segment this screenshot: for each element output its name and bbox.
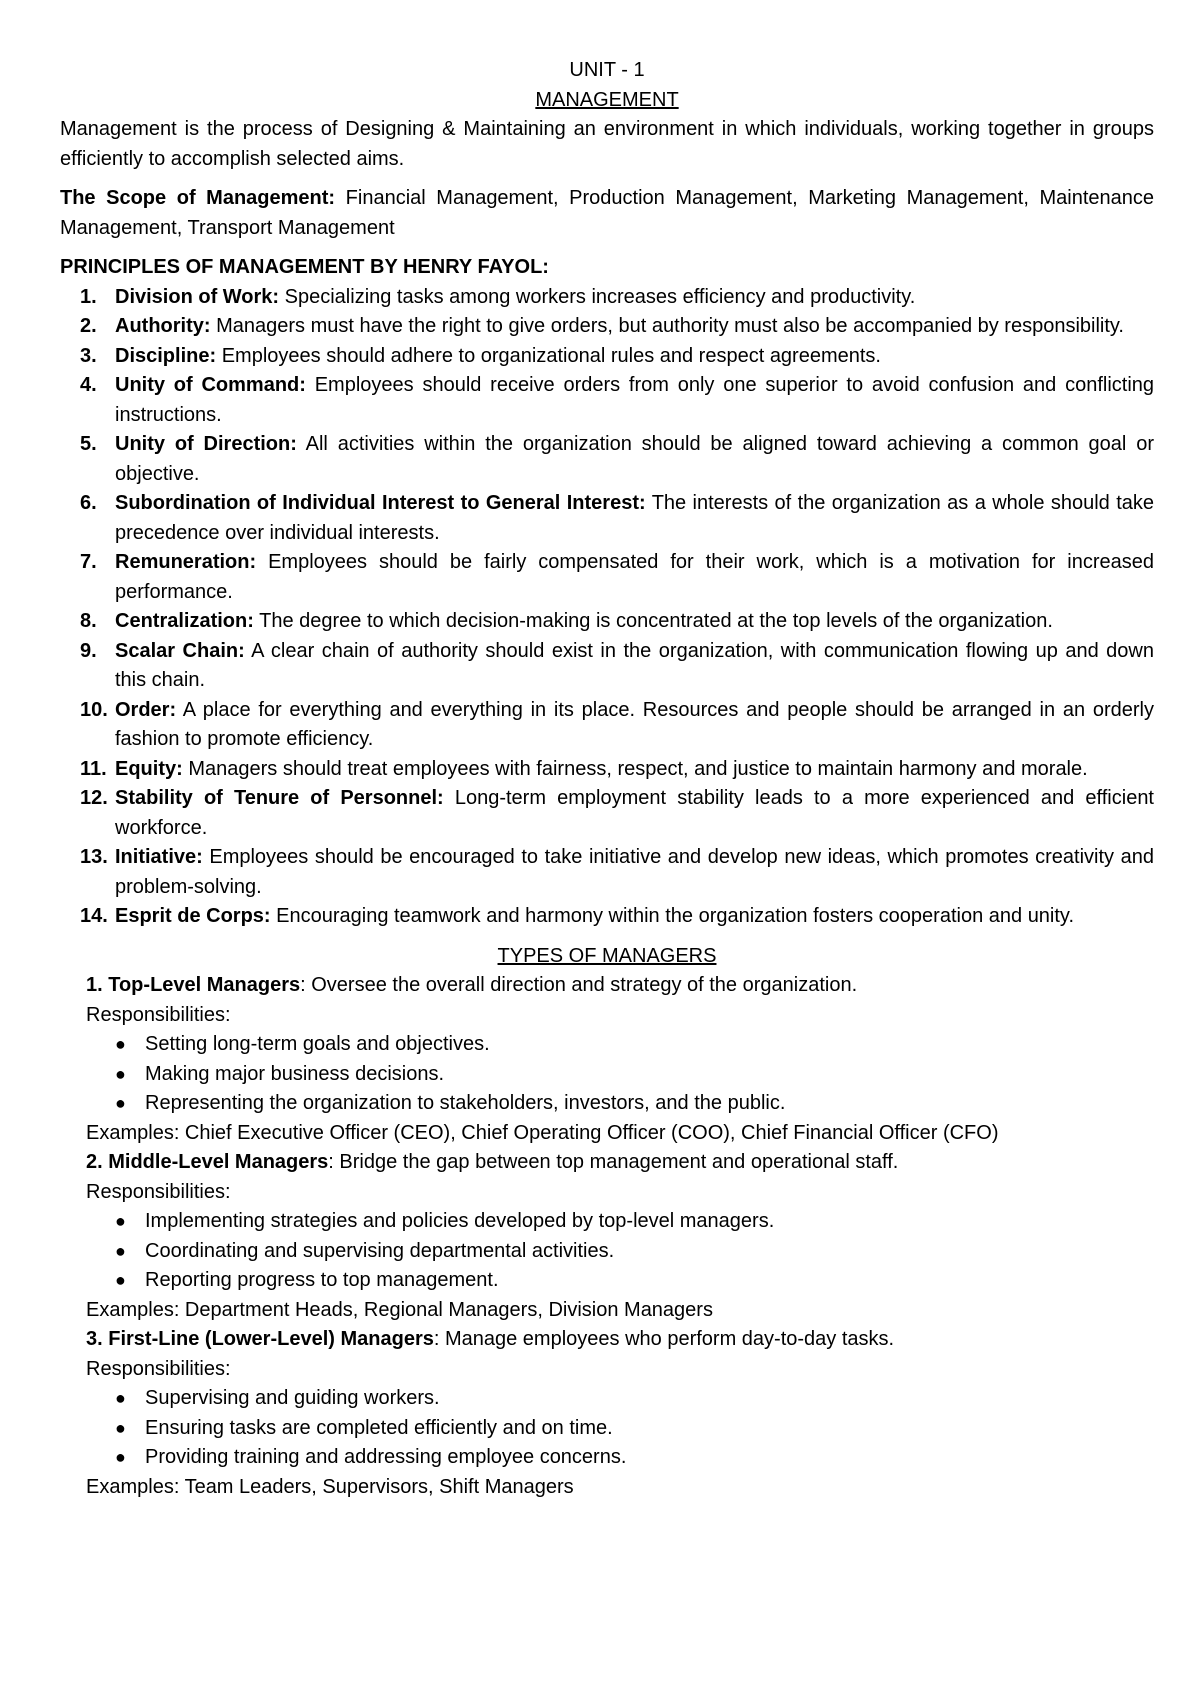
unit-title: UNIT - 1 [569, 59, 645, 81]
principle-text: Encouraging teamwork and harmony within the organization fosters cooperation and unity. [270, 905, 1075, 927]
principle-text: Long-term employment stability leads to a more experienced and efficient workforce. [115, 787, 1154, 839]
list-item [86, 1060, 1154, 1090]
scope-label: The Scope of Management: [60, 187, 336, 209]
principle-term: Discipline: [115, 344, 217, 367]
principle-term: Order: [115, 698, 177, 721]
bullet-icon: ● [115, 1034, 126, 1054]
scope-paragraph [60, 184, 1154, 243]
responsibilities-label: Responsibilities: [86, 1003, 231, 1026]
responsibilities-list [86, 1384, 1154, 1473]
principle-term: Initiative: [115, 846, 203, 868]
principle-term: Authority: [115, 315, 211, 337]
examples-text: Examples: Chief Executive Officer (CEO), Chief Operating Officer (COO), Chief Financial Officer (CFO) [86, 1121, 999, 1144]
list-item [86, 1443, 1154, 1473]
principle-number: 9. [80, 639, 97, 662]
principle-text: Managers should treat employees with fairness, respect, and justice to maintain harmony and morale. [182, 757, 1088, 780]
manager-type-heading [86, 1325, 1154, 1355]
types-section [60, 971, 1154, 1502]
principles-heading: PRINCIPLES OF MANAGEMENT BY HENRY FAYOL: [60, 256, 549, 278]
document-page [60, 56, 1154, 1502]
examples-text: Examples: Team Leaders, Supervisors, Shift Managers [86, 1475, 574, 1498]
responsibility-text: Coordinating and supervising departmental activities. [145, 1239, 615, 1262]
bullet-icon: ● [115, 1093, 126, 1113]
principle-number: 5. [80, 433, 97, 455]
responsibility-text: Setting long-term goals and objectives. [145, 1033, 490, 1055]
bullet-icon: ● [115, 1388, 126, 1408]
principle-number: 4. [80, 374, 97, 396]
bullet-icon: ● [115, 1447, 126, 1467]
principle-item [60, 489, 1154, 548]
responsibilities-list [86, 1207, 1154, 1296]
principle-term: Esprit de Corps: [115, 905, 271, 927]
principle-item [60, 548, 1154, 607]
bullet-icon: ● [115, 1063, 126, 1084]
manager-type-description: : Manage employees who perform day-to-day tasks. [433, 1328, 895, 1350]
management-definition: Management is the process of Designing & Maintaining an environment in which individuals, working together in groups efficiently to accomplish selected aims. [60, 118, 1154, 170]
bullet-icon: ● [115, 1211, 126, 1231]
principle-item [60, 637, 1154, 696]
responsibility-text: Supervising and guiding workers. [145, 1387, 440, 1409]
principle-text: Specializing tasks among workers increases efficiency and productivity. [279, 285, 916, 308]
responsibilities-label: Responsibilities: [86, 1357, 231, 1380]
principle-number: 6. [80, 492, 97, 514]
principle-text: The degree to which decision-making is concentrated at the top levels of the organization. [253, 610, 1053, 632]
responsibilities-list [86, 1030, 1154, 1119]
list-item [86, 1207, 1154, 1237]
principle-number: 2. [80, 315, 97, 337]
list-item [86, 1089, 1154, 1119]
principle-text: A clear chain of authority should exist in the organization, with communication flowing up and down this chain. [115, 639, 1154, 691]
principle-item [60, 784, 1154, 843]
principle-number: 12. [80, 787, 108, 809]
principle-number: 7. [80, 551, 97, 573]
principle-term: Subordination of Individual Interest to General Interest: [115, 492, 646, 514]
principles-list [60, 283, 1154, 932]
list-item [86, 1237, 1154, 1267]
principle-item [60, 371, 1154, 430]
principle-number: 14. [80, 905, 108, 927]
principle-text: Managers must have the right to give orders, but authority must also be accompanied by responsibility. [210, 315, 1124, 337]
bullet-icon: ● [115, 1270, 126, 1290]
manager-type-title: 1. Top-Level Managers [86, 974, 301, 996]
principle-item [60, 430, 1154, 489]
principle-item [60, 755, 1154, 785]
responsibility-text: Ensuring tasks are completed efficiently and on time. [145, 1416, 613, 1439]
principle-number: 8. [80, 610, 97, 632]
manager-type-description: : Oversee the overall direction and strategy of the organization. [300, 974, 858, 996]
manager-type-title: 3. First-Line (Lower-Level) Managers [86, 1328, 434, 1350]
principle-term: Equity: [115, 757, 183, 780]
examples-text: Examples: Department Heads, Regional Managers, Division Managers [86, 1298, 713, 1321]
principle-text: Employees should receive orders from only one superior to avoid confusion and conflicting instructions. [115, 374, 1155, 426]
principle-number: 11. [80, 757, 107, 780]
principle-term: Unity of Command: [115, 374, 306, 396]
principle-text: Employees should adhere to organizational rules and respect agreements. [216, 344, 881, 367]
principle-term: Remuneration: [115, 551, 257, 573]
principle-number: 1. [80, 285, 97, 308]
manager-type-heading [86, 1148, 1154, 1178]
principle-text: A place for everything and everything in its place. Resources and people should be arranged in an orderly fashion to promote efficiency. [115, 698, 1154, 750]
principle-number: 3. [80, 344, 97, 367]
principle-item [60, 843, 1154, 902]
principle-text: Employees should be encouraged to take initiative and develop new ideas, which promotes creativity and problem-solving. [115, 846, 1154, 898]
principle-item [60, 696, 1154, 755]
types-heading: TYPES OF MANAGERS [497, 944, 717, 967]
principle-term: Unity of Direction: [115, 433, 297, 455]
principle-text: All activities within the organization should be aligned toward achieving a common goal or objective. [115, 433, 1154, 485]
principle-item [60, 312, 1154, 342]
list-item [86, 1030, 1154, 1060]
list-item [86, 1384, 1154, 1414]
responsibility-text: Reporting progress to top management. [145, 1269, 499, 1291]
principle-term: Centralization: [115, 610, 254, 632]
responsibility-text: Implementing strategies and policies developed by top-level managers. [145, 1210, 775, 1232]
manager-type-title: 2. Middle-Level Managers [86, 1151, 329, 1173]
principle-term: Division of Work: [115, 285, 280, 308]
page-title: MANAGEMENT [535, 88, 679, 111]
responsibilities-label: Responsibilities: [86, 1180, 231, 1203]
manager-type-description: : Bridge the gap between top management and operational staff. [328, 1151, 899, 1173]
principle-term: Stability of Tenure of Personnel: [115, 787, 444, 809]
list-item [86, 1414, 1154, 1444]
responsibility-text: Representing the organization to stakeholders, investors, and the public. [145, 1092, 786, 1114]
principle-text: Employees should be fairly compensated for their work, which is a motivation for increased performance. [115, 551, 1154, 603]
scope-text: Financial Management, Production Management, Marketing Management, Maintenance Management, Transport Management [60, 187, 1154, 239]
list-item [86, 1266, 1154, 1296]
responsibility-text: Making major business decisions. [145, 1062, 445, 1085]
principle-item [60, 607, 1154, 637]
principle-number: 10. [80, 698, 108, 721]
responsibility-text: Providing training and addressing employee concerns. [145, 1446, 627, 1468]
principle-text: The interests of the organization as a whole should take precedence over individual interests. [115, 492, 1154, 544]
principle-number: 13. [80, 846, 108, 868]
bullet-icon: ● [115, 1240, 126, 1261]
principle-item [60, 283, 1154, 313]
manager-type-heading [86, 971, 1154, 1001]
principle-item [60, 902, 1154, 932]
principle-item [60, 342, 1154, 372]
principle-term: Scalar Chain: [115, 639, 245, 662]
bullet-icon: ● [115, 1417, 126, 1438]
